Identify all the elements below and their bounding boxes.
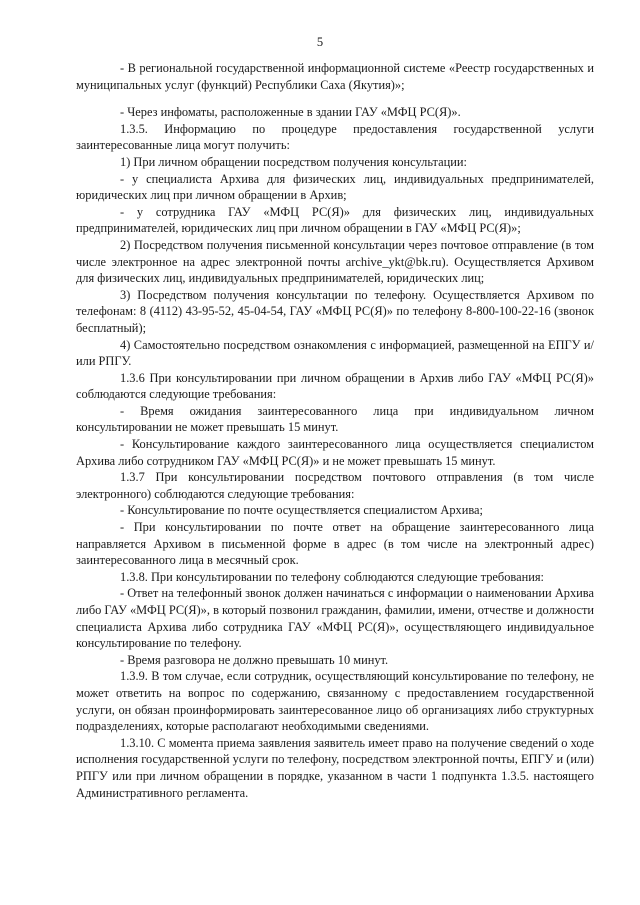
paragraph-phone-consultation: 3) Посредством получения консультации по телефону. Осуществляется Архивом по телефонам: 8 (4112) 43-95-52, 45-04-54, ГАУ «МФЦ РС(Я)» по телефону 8-800-100-22-16 (звонок бесплатный); [76,287,594,335]
paragraph-mfc-employee: - у сотрудника ГАУ «МФЦ РС(Я)» для физических лиц, индивидуальных предпринимателей, юридических лиц при личном обращении в ГАУ «МФЦ РС(Я)»; [76,204,594,236]
paragraph-1-3-7: 1.3.7 При консультировании посредством почтового отправления (в том числе электронного) соблюдаются следующие требования: [76,470,594,501]
paragraph-consultation-duration: - Консультирование каждого заинтересованного лица осуществляется специалистом Архива либо сотрудником ГАУ «МФЦ РС(Я)» и не может превышать 15 минут. [76,437,594,468]
paragraph-1-3-8: 1.3.8. При консультировании по телефону соблюдаются следующие требования: [120,569,545,584]
paragraph-self-service: 4) Самостоятельно посредством ознакомления с информацией, размещенной на ЕПГУ и/или РПГУ. [76,337,594,369]
paragraph-infomats: - Через инфоматы, расположенные в здании ГАУ «МФЦ РС(Я)». [120,105,461,120]
paragraph-registry: - В региональной государственной информационной системе «Реестр государственных и муниципальных услуг (функций) Республики Саха (Якутия)»; [76,61,594,92]
paragraph-phone-greeting: - Ответ на телефонный звонок должен начинаться с информации о наименовании Архива либо ГАУ «МФЦ РС(Я)», в который позвонил гражданин, фамилии, имени, отчестве и должности специалиста Архива либо сотрудника ГАУ «МФЦ РС(Я)», осуществляющего индивидуальное консультирование по телефону. [76,586,594,651]
paragraph-call-duration: - Время разговора не должно превышать 10 минут. [120,652,389,667]
paragraph-1-3-5: 1.3.5. Информацию по процедуре предоставления государственной услуги заинтересованные лица могут получить: [76,121,594,153]
document-body [76,60,594,801]
paragraph-waiting-time: - Время ожидания заинтересованного лица при индивидуальном личном консультировании не может превышать 15 минут. [76,403,594,435]
paragraph-archive-specialist: - у специалиста Архива для физических лиц, индивидуальных предпринимателей, юридических лиц при личном обращении в Архив; [76,171,594,203]
paragraph-personal-visit: 1) При личном обращении посредством получения консультации: [120,154,467,169]
paragraph-mail-response: - При консультировании по почте ответ на обращение заинтересованного лица направляется Архивом в письменной форме в адрес (в том числе на электронный адрес) заинтересованного лица в месячный срок. [76,520,594,568]
paragraph-1-3-6: 1.3.6 При консультировании при личном обращении в Архив либо ГАУ «МФЦ РС(Я)» соблюдаются следующие требования: [76,370,594,402]
paragraph-mail-specialist: - Консультирование по почте осуществляется специалистом Архива; [120,503,483,518]
paragraph-1-3-10: 1.3.10. С момента приема заявления заявитель имеет право на получение сведений о ходе исполнения государственной услуги по телефону, посредством электронной почты, ЕПГУ и (или) РПГУ или при личном обращении в порядке, указанном в части 1 подпункта 1.3.5. настоящего Административного регламента. [76,735,594,800]
paragraph-1-3-9: 1.3.9. В том случае, если сотрудник, осуществляющий консультирование по телефону, не может ответить на вопрос по содержанию, связанному с предоставлением государственной услуги, он обязан проинформировать заинтересованное лицо об организациях либо структурных подразделениях, которые располагают необходимыми сведениями. [76,669,594,734]
page-number: 5 [316,35,324,49]
paragraph-written-consultation: 2) Посредством получения письменной консультации через почтовое отправление (в том числе электронное на адрес электронной почты archive_ykt@bk.ru). Осуществляется Архивом для физических лиц, индивидуальных предпринимателей, юридических лиц; [76,237,594,286]
